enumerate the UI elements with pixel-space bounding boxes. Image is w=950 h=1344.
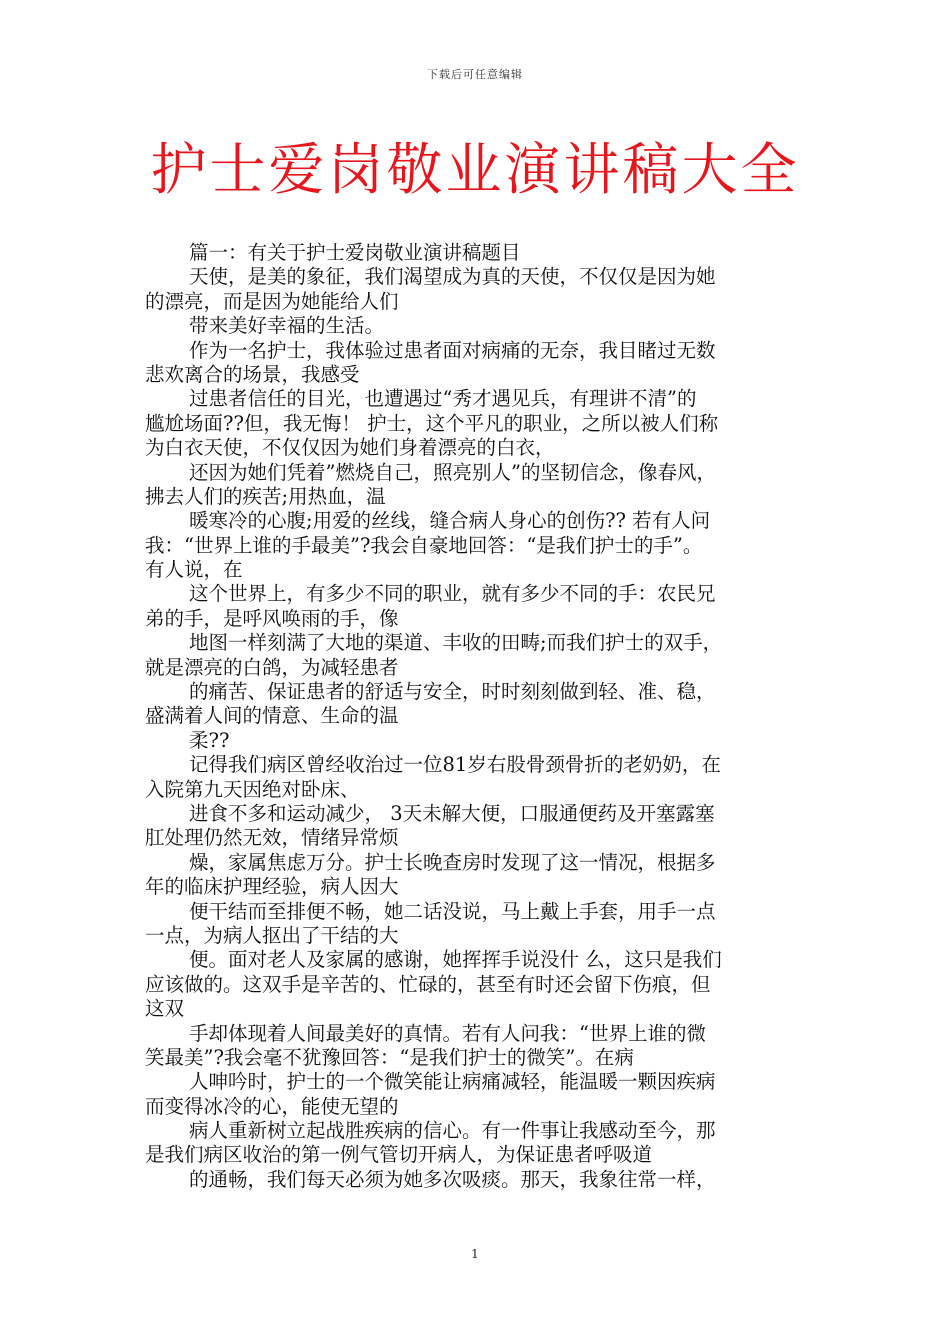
body-line: 地图一样刻满了大地的渠道、丰收的田畴;而我们护士的双手， xyxy=(189,631,723,655)
body-line: 盛满着人间的情意、生命的温 xyxy=(145,704,399,728)
document-body xyxy=(145,241,813,1192)
body-line: 有人说，在 xyxy=(145,558,243,582)
body-line: 就是漂亮的白鸽，为减轻患者 xyxy=(145,655,399,679)
body-line: 燥，家属焦虑万分。护士长晚查房时发现了这一情况，根据多 xyxy=(189,850,716,874)
body-line: 篇一：有关于护士爱岗敬业演讲稿题目 xyxy=(189,241,521,264)
body-line: 这双 xyxy=(145,997,185,1021)
body-line: 拂去人们的疾苦;用热血，温 xyxy=(145,484,386,508)
body-line: 笑最美”?我会毫不犹豫回答：“是我们护士的微笑”。在病 xyxy=(145,1045,634,1069)
page-number: 1 xyxy=(471,1247,479,1261)
body-line: 柔?? xyxy=(189,728,230,752)
body-line: 我：“世界上谁的手最美”?我会自豪地回答：“是我们护士的手”。 xyxy=(145,533,703,557)
body-line: 便干结而至排便不畅，她二话没说，马上戴上手套，用手一点 xyxy=(189,899,716,923)
body-line: 而变得冰冷的心，能使无望的 xyxy=(145,1094,399,1118)
body-line: 带来美好幸福的生活。 xyxy=(189,314,385,338)
body-line: 的痛苦、保证患者的舒适与安全，时时刻刻做到轻、准、稳， xyxy=(189,680,716,704)
body-line: 作为一名护士，我体验过患者面对病痛的无奈，我目睹过无数 xyxy=(189,338,716,362)
body-line: 一点，为病人抠出了干结的大 xyxy=(145,923,399,947)
body-line: 病人重新树立起战胜疾病的信心。有一件事让我感动至今，那 xyxy=(189,1119,716,1143)
body-line: 的漂亮，而是因为她能给人们 xyxy=(145,289,399,313)
body-line: 入院第九天因绝对卧床、 xyxy=(145,777,360,801)
body-line: 记得我们病区曾经收治过一位81岁右股骨颈骨折的老奶奶，在 xyxy=(189,753,721,777)
body-line: 是我们病区收治的第一例气管切开病人，为保证患者呼吸道 xyxy=(145,1143,653,1167)
body-line: 暖寒冷的心腹;用爱的丝线，缝合病人身心的创伤?? 若有人问 xyxy=(189,509,711,533)
body-line: 应该做的。这双手是辛苦的、忙碌的，甚至有时还会留下伤痕，但 xyxy=(145,972,711,996)
body-line: 进食不多和运动减少， 3天未解大便，口服通便药及开塞露塞 xyxy=(189,801,715,825)
body-line: 天使，是美的象征，我们渴望成为真的天使，不仅仅是因为她 xyxy=(189,265,716,289)
body-line: 过患者信任的目光，也遭遇过“秀才遇见兵，有理讲不清”的 xyxy=(189,387,697,411)
body-line: 便。面对老人及家属的感谢，她挥挥手说没什 么，这只是我们 xyxy=(189,948,722,972)
body-line: 悲欢离合的场景，我感受 xyxy=(145,362,360,386)
body-line: 手却体现着人间最美好的真情。若有人问我：“世界上谁的微 xyxy=(189,1021,706,1045)
body-line: 人呻吟时，护士的一个微笑能让病痛减轻，能温暖一颗因疾病 xyxy=(189,1070,716,1094)
body-line: 肛处理仍然无效，情绪异常烦 xyxy=(145,826,399,850)
body-line: 的通畅，我们每天必须为她多次吸痰。那天，我象往常一样， xyxy=(189,1167,716,1191)
body-line: 还因为她们凭着”燃烧自己，照亮别人”的坚韧信念，像春风， xyxy=(189,460,716,484)
body-line: 弟的手，是呼风唤雨的手，像 xyxy=(145,606,399,630)
body-line: 这个世界上，有多少不同的职业，就有多少不同的手：农民兄 xyxy=(189,582,716,606)
body-line: 尴尬场面??但，我无悔！ 护士，这个平凡的职业，之所以被人们称 xyxy=(145,411,719,435)
body-line: 年的临床护理经验，病人因大 xyxy=(145,875,399,899)
document-title: 护士爱岗敬业演讲稿大全 xyxy=(150,138,800,203)
body-line: 为白衣天使，不仅仅因为她们身着漂亮的白衣， xyxy=(145,436,555,460)
header-note: 下载后可任意编辑 xyxy=(427,68,523,81)
